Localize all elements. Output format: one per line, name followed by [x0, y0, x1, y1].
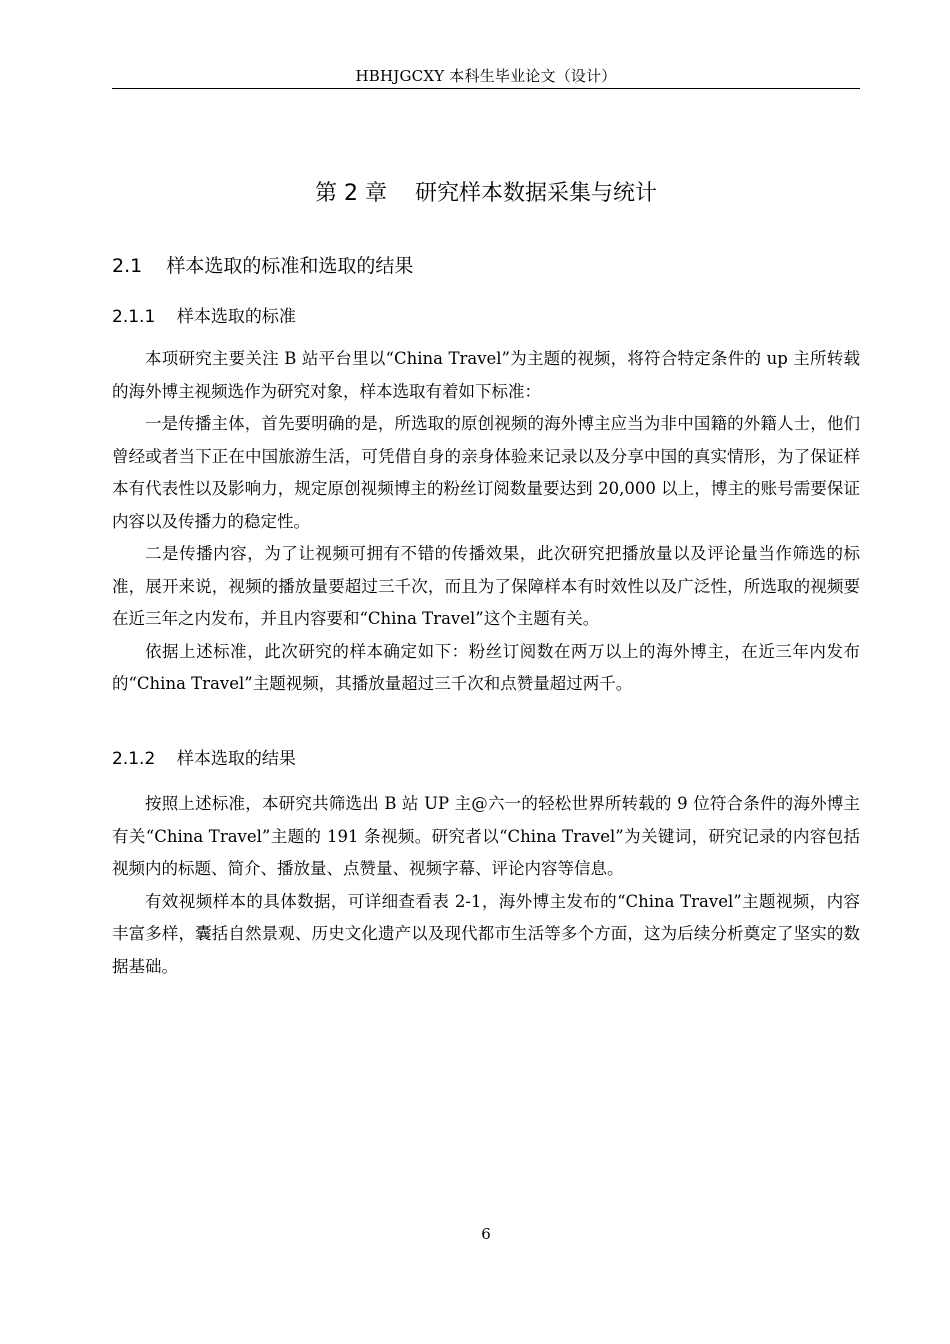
paragraph: 依据上述标准，此次研究的样本确定如下：粉丝订阅数在两万以上的海外博主，在近三年内发布的“China Travel”主题视频，其播放量超过三千次和点赞量超过两千。 [112, 641, 860, 693]
paragraph: 二是传播内容，为了让视频可拥有不错的传播效果，此次研究把播放量以及评论量当作筛选的标准，展开来说，视频的播放量要超过三千次，而且为了保障样本有时效性以及广泛性，所选取的视频要在近三年之内发布，并且内容要和“China Travel”这个主题有关。 [112, 544, 860, 628]
paragraph: 本项研究主要关注 B 站平台里以“China Travel”为主题的视频，将符合特定条件的 up 主所转载的海外博主视频选作为研究对象，样本选取有着如下标准： [112, 349, 860, 401]
chapter-title: 第 2 章 研究样本数据采集与统计 [315, 181, 657, 206]
page-number: 6 [481, 1225, 491, 1243]
criteria-body [112, 343, 860, 701]
header-rule [112, 88, 860, 89]
running-header: HBHJGCXY 本科生毕业论文（设计） [355, 67, 617, 85]
paragraph: 按照上述标准，本研究共筛选出 B 站 UP 主@六一的轻松世界所转载的 9 位符合条件的海外博主有关“China Travel”主题的 191 条视频。研究者以“China Travel”为关键词，研究记录的内容包括视频内的标题、简介、播放量、点赞量、视频字幕、评论内容等信息。 [112, 794, 860, 878]
subsection-heading-criteria: 2.1.1 样本选取的标准 [112, 307, 296, 327]
paragraph: 一是传播主体，首先要明确的是，所选取的原创视频的海外博主应当为非中国籍的外籍人士，他们曾经或者当下正在中国旅游生活，可凭借自身的亲身体验来记录以及分享中国的真实情形，为了保证样本有代表性以及影响力，规定原创视频博主的粉丝订阅数量要达到 20,000 以上，博主的账号需要保证内容以及传播力的稳定性。 [112, 414, 860, 531]
section-heading: 2.1 样本选取的标准和选取的结果 [112, 255, 414, 277]
results-body [112, 788, 860, 983]
subsection-heading-results: 2.1.2 样本选取的结果 [112, 749, 296, 769]
paragraph: 有效视频样本的具体数据，可详细查看表 2-1，海外博主发布的“China Travel”主题视频，内容丰富多样，囊括自然景观、历史文化遗产以及现代都市生活等多个方面，这为后续分析奠定了坚实的数据基础。 [112, 891, 860, 976]
